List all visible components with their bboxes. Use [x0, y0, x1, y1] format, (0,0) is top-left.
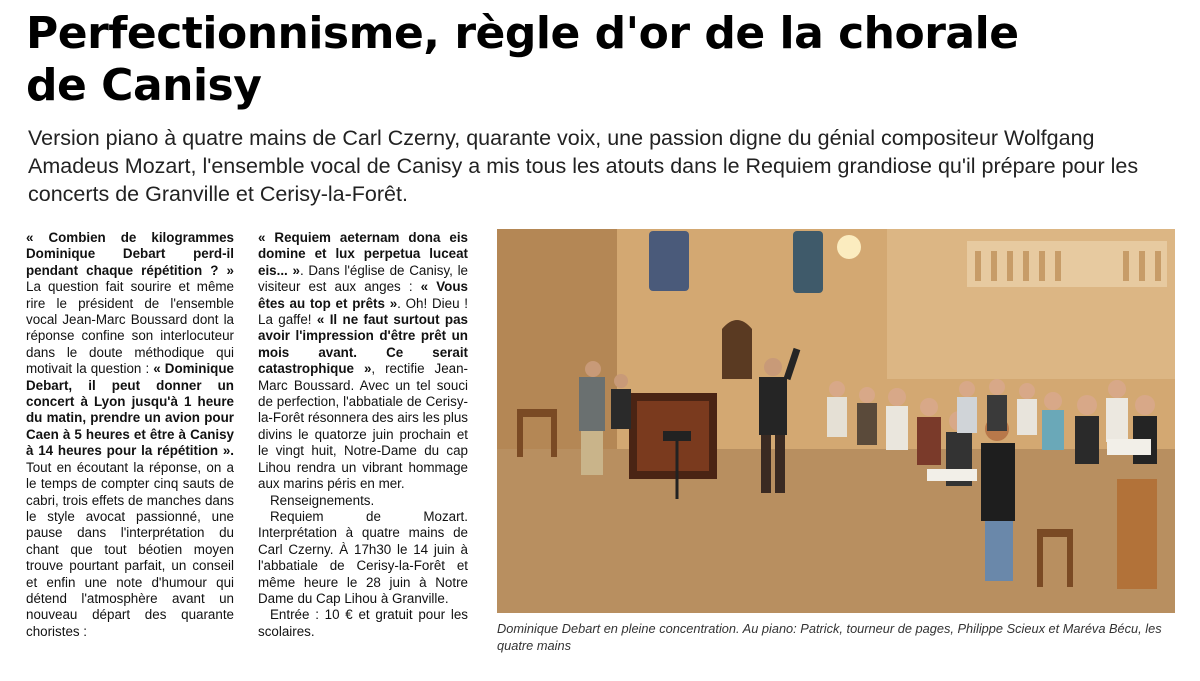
- text-description: Tout en écoutant la réponse, on a le temps de compter cinq sauts de cabri, trois effets de manches dans le style avocat passionné, une pause dans l'interprétation du chant que tout béotien moyen trouve pourtant parfait, un conseil et enfin une note d'humour qui détend l'atmosphère avant un nouveau départ des quarante choristes :: [26, 459, 234, 639]
- bold-latin-quote: « Requiem aeternam dona eis domine et lux perpetua luceat eis... »: [258, 230, 468, 278]
- bold-quote-catastrophe: « Il ne faut surtout pas avoir l'impression d'être prêt un mois avant. Ce serait catastrophique »: [258, 312, 468, 377]
- entry-info: Entrée : 10 € et gratuit pour les scolaires.: [258, 607, 468, 639]
- text-gaffe: . Oh! Dieu ! La gaffe!: [258, 295, 468, 328]
- bold-quote: « Dominique Debart, il peut donner un concert à Lyon jusqu'à 1 heure du matin, prendre un avion pour Caen à 5 heures et être à Canisy à 14 heures pour la répétition ».: [26, 361, 234, 459]
- photo-stained-glass-left: [649, 231, 689, 291]
- article-lede: Version piano à quatre mains de Carl Czerny, quarante voix, une passion digne du génial compositeur Wolfgang Amadeus Mozart, l'ensemble vocal de Canisy a mis tous les atouts dans le Requiem grandiose qu'il prépare pour les concerts de Granville et Cerisy-la-Forêt.: [28, 126, 1139, 206]
- photo-stained-glass-right: [793, 231, 823, 293]
- article-column-1: [26, 230, 234, 640]
- bold-quote-top: « Vous êtes au top et prêts »: [258, 279, 468, 311]
- text-visitor: . Dans l'église de Canisy, le visiteur est aux anges :: [258, 262, 469, 295]
- church-rehearsal-photo: [497, 229, 1175, 613]
- bold-question: « Combien de kilogrammes Dominique Debart perd-il pendant chaque répétition ? »: [26, 230, 234, 278]
- photo-illustration: [497, 229, 1175, 613]
- info-title: Renseignements.: [270, 492, 375, 508]
- article-headline: [26, 8, 1186, 112]
- photo-page-turner: [579, 377, 605, 431]
- paragraph-question: [26, 230, 234, 640]
- photo-doorway: [722, 320, 752, 379]
- photo-pianist: [611, 389, 631, 429]
- paragraph-requiem: [258, 230, 468, 493]
- text-answer-intro: La question fait sourire et même rire le président de l'ensemble vocal Jean-Marc Boussard dont la réponse confine son interlocuteur dans le doute méthodique qui motivait la question :: [26, 279, 234, 377]
- headline-line-2: de Canisy: [26, 60, 262, 111]
- photo-caption: Dominique Debart en pleine concentration. Au piano: Patrick, tourneur de pages, Philippe Scieux et Maréva Bécu, les quatre mains: [497, 621, 1162, 653]
- article-column-2: [258, 230, 468, 640]
- headline-line-1: Perfectionnisme, règle d'or de la chorale: [26, 8, 1019, 59]
- photo-conductor: [759, 377, 787, 435]
- text-perfection: , rectifie Jean-Marc Boussard. Avec un tel souci de perfection, l'abbatiale de Cerisy-la-Forêt résonnera des airs les plus divins le quatorze juin prochain et le vingt huit, Notre-Dame du cap Lihou rendra un vibrant hommage aux marins péris en mer.: [258, 361, 468, 492]
- info-body: Requiem de Mozart. Interprétation à quatre mains de Carl Czerny. À 17h30 le 14 juin à l'abbatiale de Cerisy-la-Forêt et même heure le 28 juin à Notre Dame du Cap Lihou à Granville.: [258, 508, 468, 606]
- photo-light: [837, 235, 861, 259]
